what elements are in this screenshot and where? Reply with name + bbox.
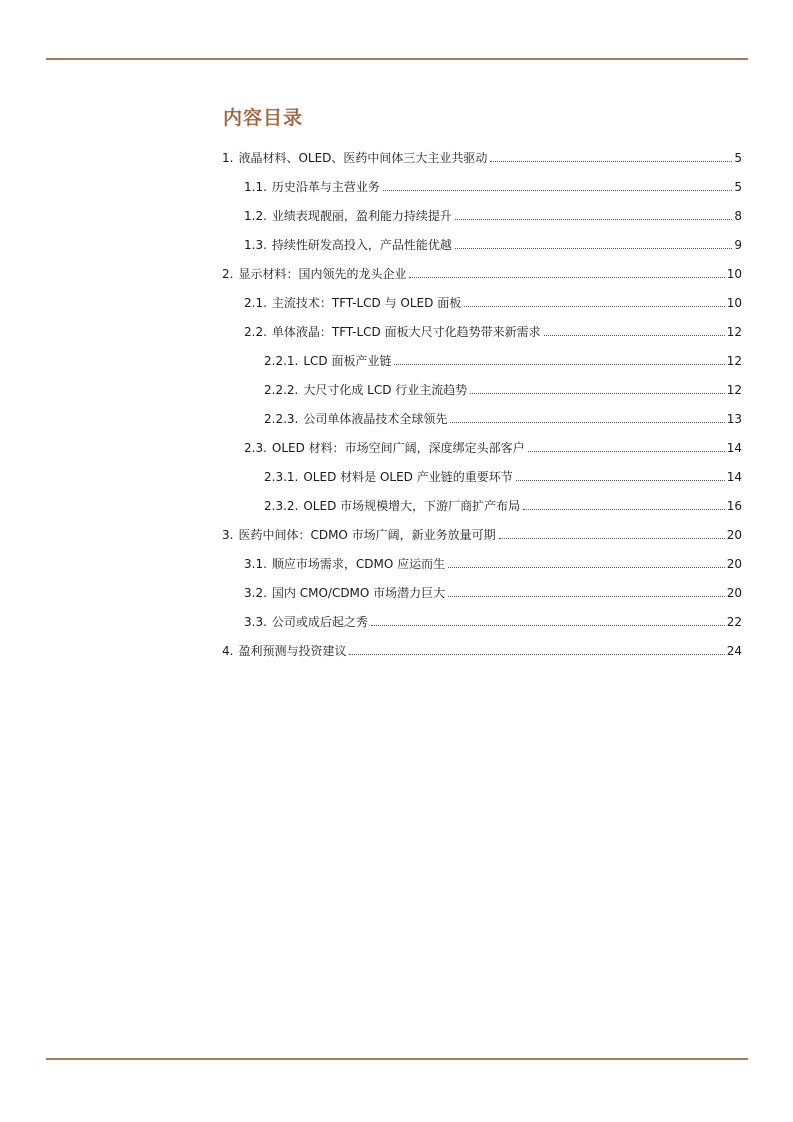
dot-leader xyxy=(371,624,725,626)
toc-entry-number: 2.3.2. xyxy=(264,499,299,513)
dot-leader xyxy=(409,276,724,278)
toc-entry-number: 3.1. xyxy=(244,557,267,571)
toc-entry-page: 8 xyxy=(734,209,742,223)
footer-rule xyxy=(46,1058,748,1060)
toc-entry-page: 12 xyxy=(726,354,742,368)
dot-leader xyxy=(448,595,725,597)
toc-entry-label: 顺应市场需求，CDMO 应运而生 xyxy=(271,557,446,571)
toc-entry-label: 单体液晶：TFT-LCD 面板大尺寸化趋势带来新需求 xyxy=(271,325,541,339)
toc-entry-page: 9 xyxy=(734,238,742,252)
toc-entry[interactable] xyxy=(222,610,742,630)
toc-entry-label: 大尺寸化成 LCD 行业主流趋势 xyxy=(303,383,468,397)
toc-entry-label: 医药中间体：CDMO 市场广阔，新业务放量可期 xyxy=(238,528,496,542)
toc-entry[interactable] xyxy=(222,465,742,485)
toc-entry-page: 13 xyxy=(726,412,742,426)
dot-leader xyxy=(470,392,724,394)
toc-entry-label: 公司单体液晶技术全球领先 xyxy=(303,412,448,426)
dot-leader xyxy=(455,247,732,249)
toc-entry[interactable] xyxy=(222,378,742,398)
toc-entry-label: 持续性研发高投入，产品性能优越 xyxy=(271,238,452,252)
toc-entry[interactable] xyxy=(222,233,742,253)
toc-entry-label: 公司或成后起之秀 xyxy=(271,615,368,629)
dot-leader xyxy=(383,189,732,191)
toc-entry[interactable] xyxy=(222,523,742,543)
toc-entry-page: 10 xyxy=(726,296,742,310)
toc-entry[interactable] xyxy=(222,204,742,224)
toc-entry-number: 3.2. xyxy=(244,586,267,600)
toc-entry[interactable] xyxy=(222,349,742,369)
toc-entry-label: OLED 材料是 OLED 产业链的重要环节 xyxy=(303,470,513,484)
toc-entry-number: 2.2.3. xyxy=(264,412,299,426)
toc-entry[interactable] xyxy=(222,494,742,514)
dot-leader xyxy=(499,537,725,539)
toc-entry-label: 国内 CMO/CDMO 市场潜力巨大 xyxy=(271,586,446,600)
toc-entry-page: 5 xyxy=(734,151,742,165)
dot-leader xyxy=(523,508,725,510)
dot-leader xyxy=(455,218,732,220)
dot-leader xyxy=(528,450,725,452)
toc-entry-number: 2. xyxy=(222,267,234,281)
toc-entry-label: OLED 市场规模增大，下游厂商扩产布局 xyxy=(303,499,521,513)
toc-entry[interactable] xyxy=(222,552,742,572)
toc-entry-number: 1.3. xyxy=(244,238,267,252)
toc-entry-page: 22 xyxy=(726,615,742,629)
toc-entry-label: LCD 面板产业链 xyxy=(303,354,392,368)
toc-entry[interactable] xyxy=(222,407,742,427)
toc-entry[interactable] xyxy=(222,581,742,601)
dot-leader xyxy=(448,566,725,568)
toc-entry-page: 20 xyxy=(726,586,742,600)
toc-entry-page: 10 xyxy=(726,267,742,281)
toc-entry-page: 16 xyxy=(726,499,742,513)
toc-entry-page: 24 xyxy=(726,644,742,658)
toc-entry[interactable] xyxy=(222,175,742,195)
toc-entry-number: 2.2.1. xyxy=(264,354,299,368)
toc-entry[interactable] xyxy=(222,262,742,282)
toc-entry-label: OLED 材料：市场空间广阔，深度绑定头部客户 xyxy=(271,441,525,455)
toc-entry-label: 显示材料：国内领先的龙头企业 xyxy=(238,267,407,281)
toc-entry-number: 2.2. xyxy=(244,325,267,339)
dot-leader xyxy=(490,160,732,162)
toc-entry-label: 历史沿革与主营业务 xyxy=(271,180,380,194)
toc-entry-page: 14 xyxy=(726,470,742,484)
toc-entry-number: 4. xyxy=(222,644,234,658)
toc-entry[interactable] xyxy=(222,639,742,659)
toc-entry-label: 盈利预测与投资建议 xyxy=(238,644,347,658)
toc-entry-number: 2.1. xyxy=(244,296,267,310)
toc-entry-number: 1.2. xyxy=(244,209,267,223)
dot-leader xyxy=(394,363,724,365)
dot-leader xyxy=(349,653,724,655)
toc-entry-label: 业绩表现靓丽，盈利能力持续提升 xyxy=(271,209,452,223)
toc-entry-number: 3.3. xyxy=(244,615,267,629)
dot-leader xyxy=(464,305,725,307)
toc-entry[interactable] xyxy=(222,146,742,166)
toc-entry-page: 5 xyxy=(734,180,742,194)
toc-entry-page: 20 xyxy=(726,528,742,542)
toc-entry-label: 液晶材料、OLED、医药中间体三大主业共驱动 xyxy=(238,151,488,165)
toc-entry[interactable] xyxy=(222,291,742,311)
toc-entry-page: 20 xyxy=(726,557,742,571)
toc-entry-number: 3. xyxy=(222,528,234,542)
toc-entry-page: 12 xyxy=(726,325,742,339)
toc-entry-number: 2.3. xyxy=(244,441,267,455)
toc-entry-label: 主流技术：TFT-LCD 与 OLED 面板 xyxy=(271,296,462,310)
toc-entry[interactable] xyxy=(222,320,742,340)
header-rule xyxy=(46,58,748,60)
toc-entry-number: 1.1. xyxy=(244,180,267,194)
dot-leader xyxy=(544,334,725,336)
toc-entry-page: 14 xyxy=(726,441,742,455)
toc-entry-page: 12 xyxy=(726,383,742,397)
dot-leader xyxy=(450,421,724,423)
toc-entry-number: 1. xyxy=(222,151,234,165)
toc-entry-number: 2.2.2. xyxy=(264,383,299,397)
toc-title: 内容目录 xyxy=(223,107,304,129)
dot-leader xyxy=(516,479,725,481)
toc-entry-number: 2.3.1. xyxy=(264,470,299,484)
toc-entry[interactable] xyxy=(222,436,742,456)
